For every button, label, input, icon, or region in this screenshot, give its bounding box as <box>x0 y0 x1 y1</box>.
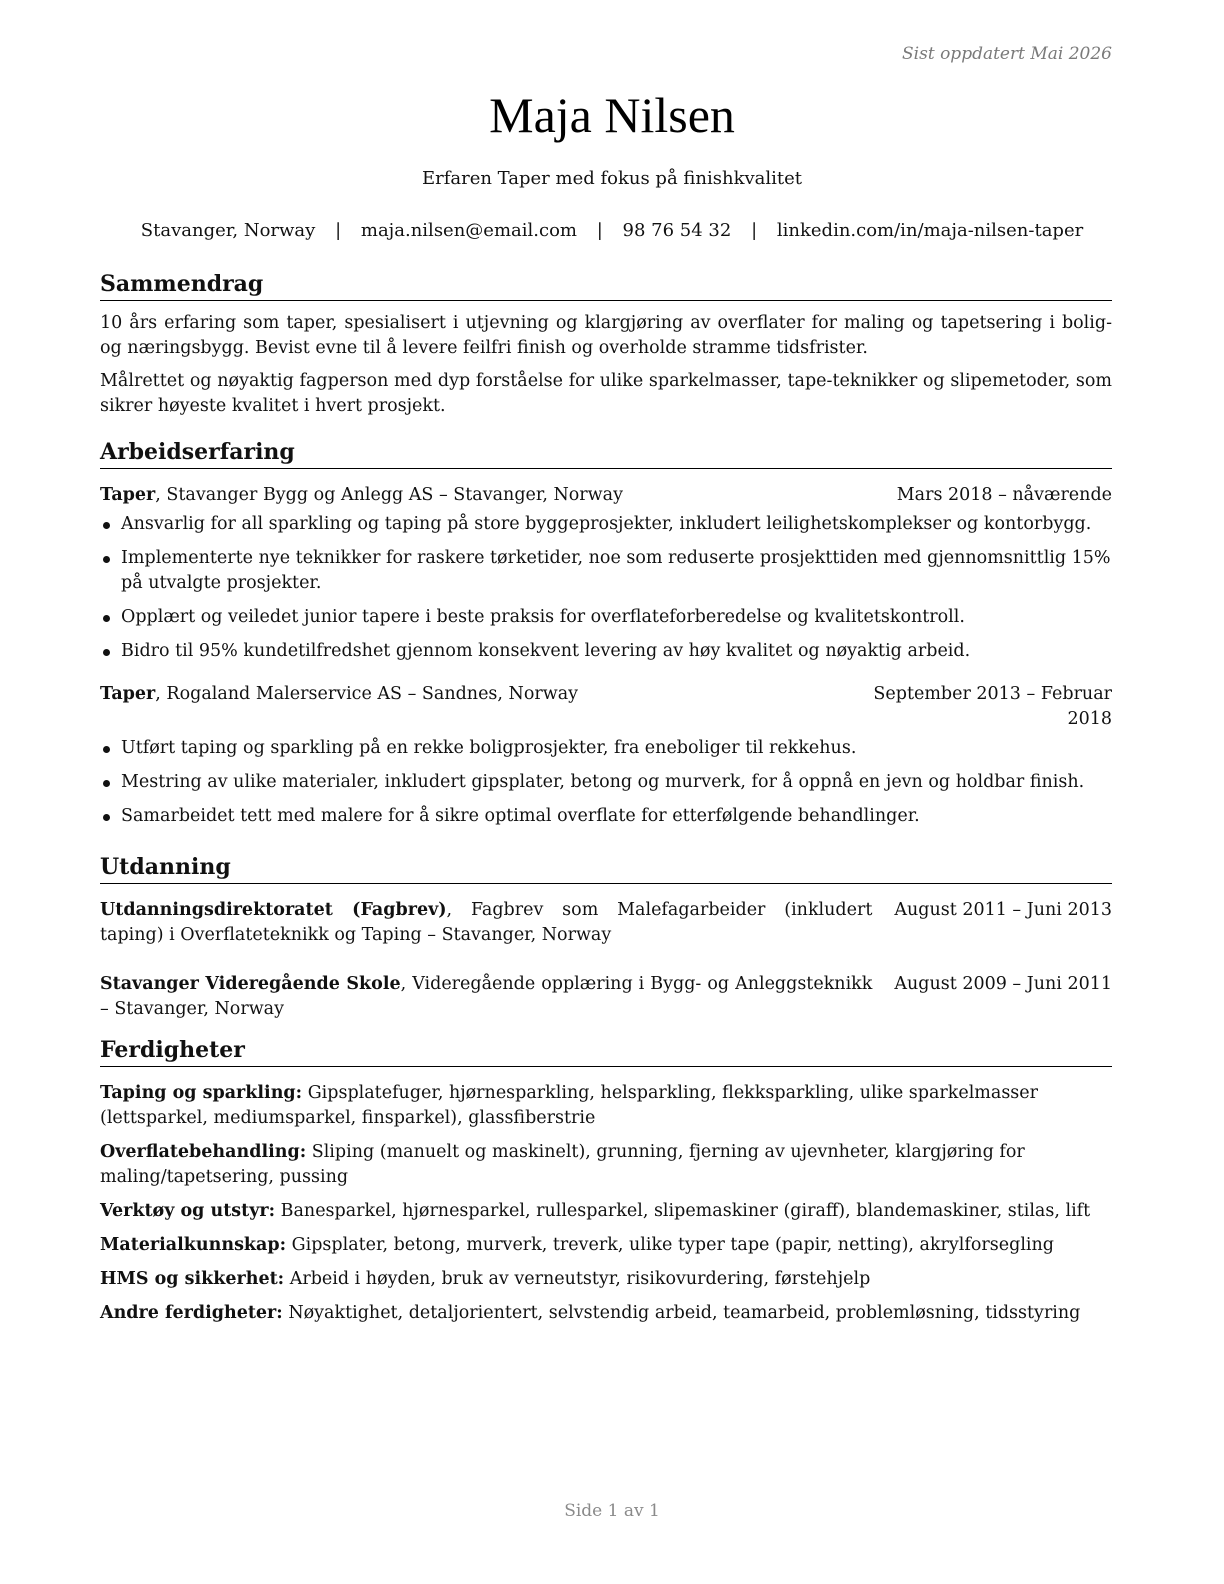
skill-text: Banesparkel, hjørnesparkel, rullesparkel, slipemaskiner (giraff), blandemaskiner, stilas, lift <box>275 1201 1091 1221</box>
job-bullets <box>100 512 1112 664</box>
contact-location: Stavanger, Norway <box>140 220 316 241</box>
page-footer: Side 1 av 1 <box>564 1501 660 1521</box>
list-item: Utført taping og sparkling på en rekke boligprosjekter, fra eneboliger til rekkehus. <box>100 736 1112 761</box>
skill-label: Overflatebehandling: <box>100 1142 307 1162</box>
skill-row <box>100 1140 1112 1190</box>
skill-text: Gipsplatefuger, hjørnesparkling, helsparkling, flekksparkling, ulike sparkelmasser (lettsparkel, mediumsparkel, finsparkel), glassfiberstrie <box>100 1083 1039 1128</box>
job-dates: September 2013 – Februar 2018 <box>873 684 1112 729</box>
list-item: Implementerte nye teknikker for raskere tørketider, noe som reduserte prosjekttiden med gjennomsnittlig 15% på utvalgte prosjekter. <box>100 546 1112 596</box>
summary-section <box>100 269 1112 419</box>
section-title-skills: Ferdigheter <box>100 1035 1112 1067</box>
list-item: Ansvarlig for all sparkling og taping på store byggeprosjekter, inkludert leilighetskomplekser og kontorbygg. <box>100 512 1112 537</box>
job-header <box>100 483 1112 508</box>
education-dates: August 2011 – Juni 2013 <box>894 900 1112 920</box>
skill-label: Taping og sparkling: <box>100 1083 303 1103</box>
job-company: , Stavanger Bygg og Anlegg AS – Stavanger, Norway <box>155 485 623 505</box>
list-item: Opplært og veiledet junior tapere i beste praksis for overflateforberedelse og kvalitetskontroll. <box>100 605 1112 630</box>
education-program: , Fagbrev som Malefagarbeider (inkludert taping) i Overflateteknikk og Taping – Stavanger, Norway <box>100 900 873 945</box>
skill-row <box>100 1199 1112 1224</box>
skill-text: Sliping (manuelt og maskinelt), grunning, fjerning av ujevnheter, klargjøring for maling/tapetsering, pussing <box>100 1142 1025 1187</box>
last-updated: Sist oppdatert Mai 2026 <box>902 44 1112 64</box>
summary-paragraph: 10 års erfaring som taper, spesialisert i utjevning og klargjøring av overflater for maling og tapetsering i bolig- og næringsbygg. Bevist evne til å levere feilfri finish og overholde stramme tidsfrister. <box>100 313 1112 358</box>
section-title-experience: Arbeidserfaring <box>100 437 1112 469</box>
skill-label: Andre ferdigheter: <box>100 1303 283 1323</box>
section-title-summary: Sammendrag <box>100 269 1112 301</box>
education-program: , Videregående opplæring i Bygg- og Anleggsteknikk – Stavanger, Norway <box>100 974 873 1019</box>
contact-separator: | <box>596 220 603 241</box>
skill-text: Gipsplater, betong, murverk, treverk, ulike typer tape (papir, netting), akrylforsegling <box>286 1235 1054 1255</box>
job-entry <box>100 682 1112 829</box>
contact-email[interactable]: maja.nilsen@email.com <box>360 220 577 241</box>
job-role: Taper <box>100 485 156 505</box>
skill-text: Arbeid i høyden, bruk av verneutstyr, risikovurdering, førstehjelp <box>284 1269 871 1289</box>
skill-row <box>100 1301 1112 1326</box>
summary-paragraph: Målrettet og nøyaktig fagperson med dyp forståelse for ulike sparkelmasser, tape-teknikker og slipemetoder, som sikrer høyeste kvalitet i hvert prosjekt. <box>100 371 1112 416</box>
experience-section <box>100 437 1112 838</box>
education-entry <box>100 972 1112 1022</box>
section-title-education: Utdanning <box>100 852 1112 884</box>
contact-line <box>0 220 1224 241</box>
job-bullets <box>100 736 1112 829</box>
list-item: Bidro til 95% kundetilfredshet gjennom konsekvent levering av høy kvalitet og nøyaktig arbeid. <box>100 639 1112 664</box>
skills-section <box>100 1035 1112 1335</box>
list-item: Mestring av ulike materialer, inkludert gipsplater, betong og murverk, for å oppnå en jevn og holdbar finish. <box>100 770 1112 795</box>
education-section <box>100 852 1112 1022</box>
skill-row <box>100 1081 1112 1131</box>
skill-label: Verktøy og utstyr: <box>100 1201 276 1221</box>
contact-separator: | <box>335 220 342 241</box>
candidate-name: Maja Nilsen <box>489 87 735 143</box>
education-school: Utdanningsdirektoratet (Fagbrev) <box>100 900 447 920</box>
contact-separator: | <box>751 220 758 241</box>
education-entry <box>100 898 1112 948</box>
list-item: Samarbeidet tett med malere for å sikre optimal overflate for etterfølgende behandlinger. <box>100 804 1112 829</box>
job-dates: Mars 2018 – nåværende <box>896 485 1112 505</box>
education-dates: August 2009 – Juni 2011 <box>894 974 1112 994</box>
contact-linkedin[interactable]: linkedin.com/in/maja-nilsen-taper <box>776 220 1084 241</box>
job-header <box>100 682 1112 732</box>
contact-phone[interactable]: 98 76 54 32 <box>622 220 732 241</box>
job-entry <box>100 483 1112 664</box>
skill-text: Nøyaktighet, detaljorientert, selvstendig arbeid, teamarbeid, problemløsning, tidsstyring <box>282 1303 1081 1323</box>
job-company: , Rogaland Malerservice AS – Sandnes, Norway <box>155 684 579 704</box>
skill-label: HMS og sikkerhet: <box>100 1269 285 1289</box>
skill-row <box>100 1233 1112 1258</box>
job-role: Taper <box>100 684 156 704</box>
skill-row <box>100 1267 1112 1292</box>
education-school: Stavanger Videregående Skole <box>100 974 401 994</box>
skill-label: Materialkunnskap: <box>100 1235 287 1255</box>
tagline: Erfaren Taper med fokus på finishkvalitet <box>421 168 803 189</box>
